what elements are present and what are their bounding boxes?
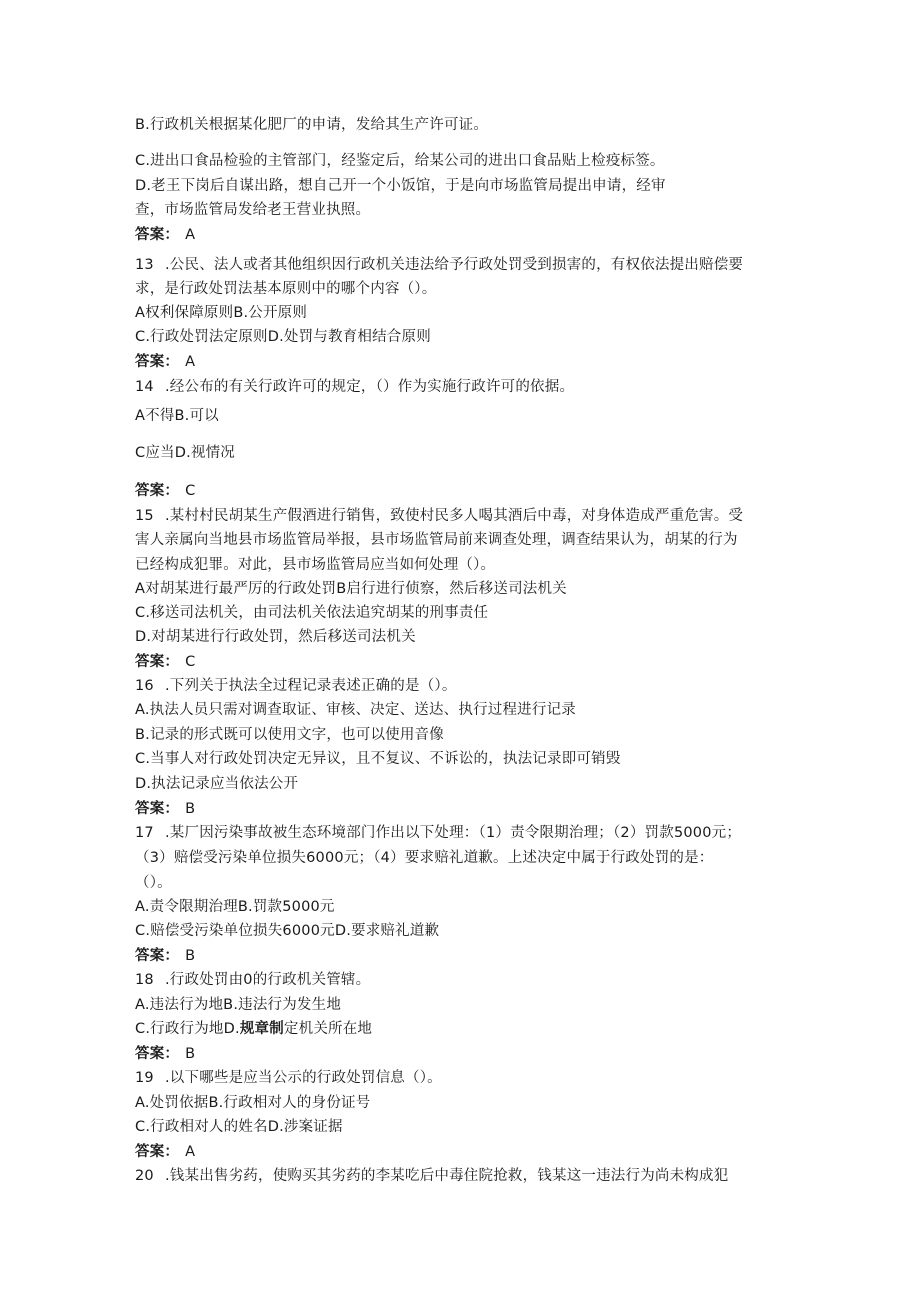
answer-line (135, 799, 195, 819)
question-text-cont: （）。 (135, 875, 172, 891)
option-line: B.记录的形式既可以使用文字，也可以使用音像 (135, 727, 444, 743)
question-text: .下列关于执法全过程记录表述正确的是（）。 (165, 678, 457, 694)
answer-label: 答案： (135, 354, 180, 370)
option-d-text: D.老王下岗后自谋出路，想自己开一个小饭馆，于是向市场监管局提出申请，经审 (135, 178, 666, 194)
option-text: 定机关所在地 (283, 1021, 373, 1037)
answer-line (135, 225, 195, 245)
option-line: A不得B.可以 (135, 408, 219, 424)
answer-value: C (185, 654, 196, 670)
question-text: .公民、法人或者其他组织因行政机关违法给予行政处罚受到损害的，有权依法提出赔偿要 (165, 257, 744, 273)
question-number: 16 (135, 678, 154, 694)
answer-label: 答案： (135, 1144, 180, 1160)
question-text-cont: 害人亲属向当地县市场监管局举报，县市场监管局前来调查处理，调查结果认为，胡某的行为 (135, 532, 738, 548)
option-line: A权利保障原则B.公开原则 (135, 305, 308, 321)
option-d-text-cont: 查，市场监管局发给老王营业执照。 (135, 202, 371, 218)
question-19 (135, 1068, 442, 1088)
question-18 (135, 970, 370, 990)
option-line: A对胡某进行最严厉的行政处罚B启行进行侦察，然后移送司法机关 (135, 581, 567, 597)
answer-label: 答案： (135, 227, 180, 243)
answer-line (135, 652, 195, 672)
question-15 (135, 506, 743, 526)
answer-line (135, 481, 195, 501)
answer-label: 答案： (135, 483, 180, 499)
answer-value: A (185, 1144, 196, 1160)
question-number: 17 (135, 825, 154, 841)
option-line: C.行政处罚法定原则D.处罚与教育相结合原则 (135, 329, 431, 345)
question-text: .某村村民胡某生产假酒进行销售，致使村民多人喝其酒后中毒，对身体造成严重危害。受 (165, 508, 744, 524)
question-text: .以下哪些是应当公示的行政处罚信息（）。 (165, 1070, 442, 1086)
option-c-text: C.进出口食品检验的主管部门，经鉴定后，给某公司的进出口食品贴上检疫标签。 (135, 153, 665, 169)
answer-label: 答案： (135, 654, 180, 670)
option-line: C.移送司法机关，由司法机关依法追究胡某的刑事责任 (135, 605, 489, 621)
answer-label: 答案： (135, 801, 180, 817)
answer-line (135, 352, 195, 372)
option-text: C.行政行为地D. (135, 1021, 240, 1037)
option-line: C应当D.视情况 (135, 445, 235, 461)
question-13 (135, 255, 743, 275)
option-line: A.责令限期治理B.罚款5000元 (135, 899, 335, 915)
question-number: 18 (135, 972, 154, 988)
option-line: D.对胡某进行行政处罚，然后移送司法机关 (135, 629, 416, 645)
option-b-text: B.行政机关根据某化肥厂的申请，发给其生产许可证。 (135, 117, 489, 133)
question-number: 15 (135, 508, 154, 524)
option-line: A.处罚依据B.行政相对人的身份证号 (135, 1095, 371, 1111)
answer-value: A (185, 227, 196, 243)
answer-line (135, 1044, 195, 1064)
question-number: 14 (135, 379, 154, 395)
option-line: D.执法记录应当依法公开 (135, 776, 299, 792)
answer-value: B (185, 801, 196, 817)
answer-label: 答案： (135, 948, 180, 964)
question-number: 13 (135, 257, 154, 273)
question-20 (135, 1166, 728, 1186)
question-16 (135, 676, 457, 696)
answer-line (135, 1142, 195, 1162)
answer-value: B (185, 948, 196, 964)
option-line: C.行政相对人的姓名D.涉案证据 (135, 1119, 343, 1135)
question-text: .行政处罚由0的行政机关管辖。 (165, 972, 371, 988)
option-line: A.执法人员只需对调查取证、审核、决定、送达、执行过程进行记录 (135, 702, 576, 718)
option-line (135, 1019, 372, 1039)
question-text: .经公布的有关行政许可的规定，（）作为实施行政许可的依据。 (165, 379, 575, 395)
question-text-cont: 已经构成犯罪。对此，县市场监管局应当如何处理（）。 (135, 557, 496, 573)
question-text: .某厂因污染事故被生态环境部门作出以下处理：（1）责令限期治理；（2）罚款5000元； (165, 825, 742, 841)
answer-line (135, 946, 195, 966)
option-line: C.当事人对行政处罚决定无异议，且不复议、不诉讼的，执法记录即可销毁 (135, 751, 621, 767)
option-line: C.赔偿受污染单位损失6000元D.要求赔礼道歉 (135, 923, 440, 939)
question-text-cont: （3）赔偿受污染单位损失6000元；（4）要求赔礼道歉。上述决定中属于行政处罚的是： (135, 850, 714, 866)
option-text-bold: 规章制 (239, 1021, 284, 1037)
question-text: .钱某出售劣药，使购买其劣药的李某吃后中毒住院抢救，钱某这一违法行为尚未构成犯 (165, 1168, 729, 1184)
option-line: A.违法行为地B.违法行为发生地 (135, 997, 342, 1013)
question-14 (135, 377, 574, 397)
answer-value: A (185, 354, 196, 370)
answer-value: B (185, 1046, 196, 1062)
question-number: 19 (135, 1070, 154, 1086)
question-text-cont: 求，是行政处罚法基本原则中的哪个内容（）。 (135, 281, 437, 297)
answer-value: C (185, 483, 196, 499)
question-number: 20 (135, 1168, 154, 1184)
question-17 (135, 823, 741, 843)
answer-label: 答案： (135, 1046, 180, 1062)
